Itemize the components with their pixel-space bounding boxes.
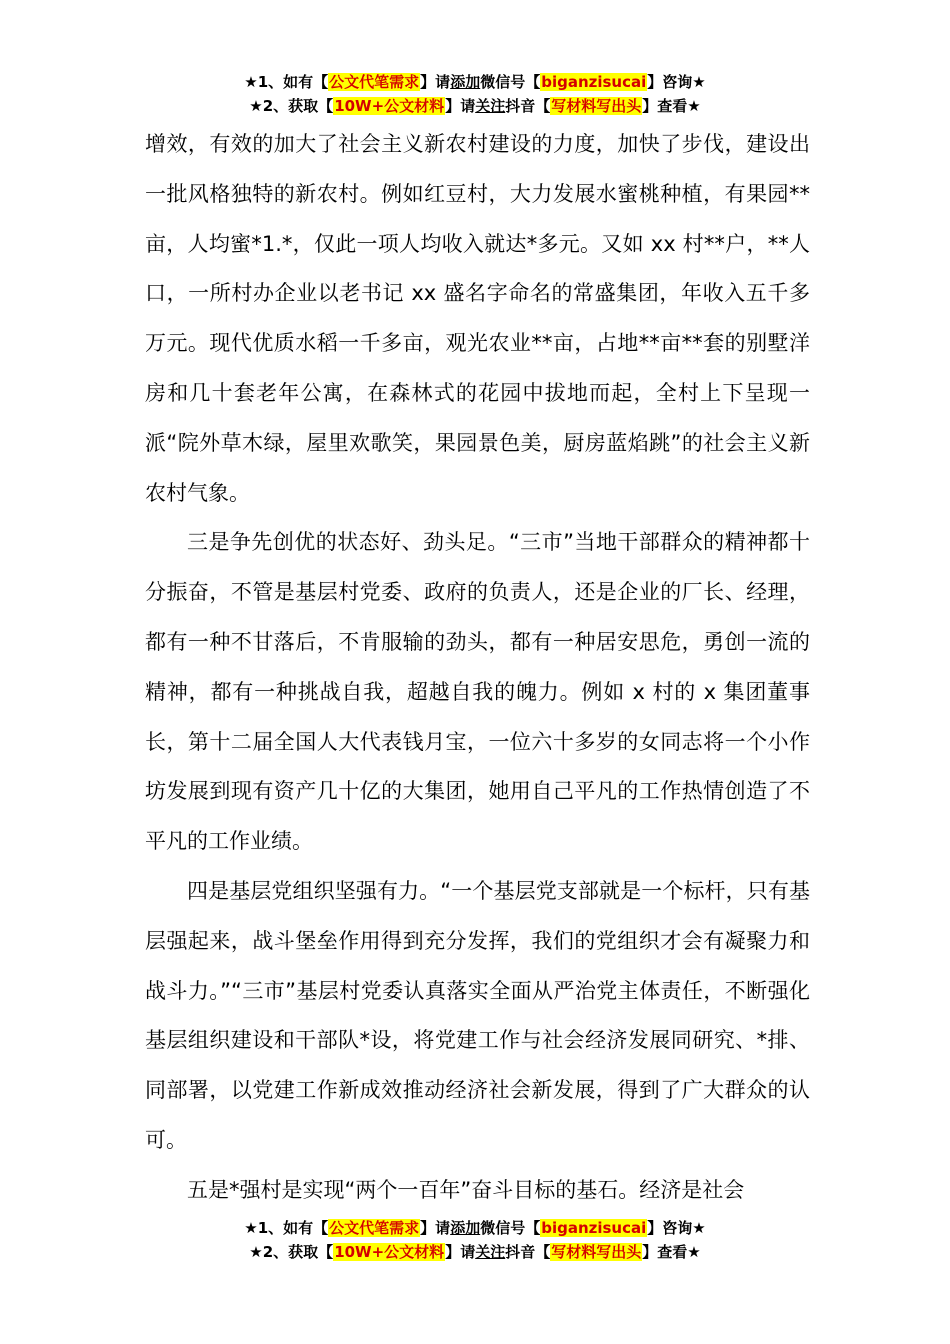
highlight-text: 10W+公文材料 bbox=[334, 97, 445, 115]
document-body bbox=[145, 120, 810, 1216]
footer-banner bbox=[0, 1216, 950, 1264]
douyin-account: 写材料写出头 bbox=[551, 1243, 642, 1261]
banner-line-2: ★2、获取【10W+公文材料】请关注抖音【写材料写出头】查看★ bbox=[249, 1243, 701, 1261]
paragraph: 四是基层党组织坚强有力。“一个基层党支部就是一个标杆，只有基层强起来，战斗堡垒作用得到充分发挥，我们的党组织才会有凝聚力和战斗力。”“三市”基层村党委认真落实全面从严治党主体责任，不断强化基层组织建设和干部队*设，将党建工作与社会经济发展同研究、*排、同部署，以党建工作新成效推动经济社会新发展，得到了广大群众的认可。 bbox=[145, 878, 810, 1152]
paragraph: 增效，有效的加大了社会主义新农村建设的力度，加快了步伐，建设出一批风格独特的新农村。例如红豆村，大力发展水蜜桃种植，有果园**亩，人均蜜*1.*，仅此一项人均收入就达*多元。又如 xx 村**户，**人口，一所村办企业以老书记 xx 盛名字命名的常盛集团，年收入五千多万元。现代优质水稻一千多亩，观光农业**亩，占地**亩**套的别墅洋房和几十套老年公寓，在森林式的花园中拔地而起，全村上下呈现一派“院外草木绿，屋里欢歌笑，果园景色美，厨房蓝焰跳”的社会主义新农村气象。 bbox=[145, 132, 810, 505]
highlight-text: 公文代笔需求 bbox=[329, 73, 420, 91]
douyin-account: 写材料写出头 bbox=[551, 97, 642, 115]
paragraph: 五是*强村是实现“两个一百年”奋斗目标的基石。经济是社会 bbox=[187, 1177, 745, 1202]
banner-line-1: ★1、如有【公文代笔需求】请添加微信号【biganzisucai】咨询★ bbox=[244, 1219, 706, 1237]
highlight-text: 10W+公文材料 bbox=[334, 1243, 445, 1261]
highlight-text: 公文代笔需求 bbox=[329, 1219, 420, 1237]
header-banner bbox=[0, 70, 950, 118]
paragraph: 三是争先创优的状态好、劲头足。“三市”当地干部群众的精神都十分振奋，不管是基层村党委、政府的负责人，还是企业的厂长、经理，都有一种不甘落后，不肯服输的劲头，都有一种居安思危，勇创一流的精神，都有一种挑战自我，超越自我的魄力。例如 x 村的 x 集团董事长，第十二届全国人大代表钱月宝，一位六十多岁的女同志将一个小作坊发展到现有资产几十亿的大集团，她用自己平凡的工作热情创造了不平凡的工作业绩。 bbox=[145, 530, 810, 854]
banner-line-2: ★2、获取【10W+公文材料】请关注抖音【写材料写出头】查看★ bbox=[249, 97, 701, 115]
banner-line-1: ★1、如有【公文代笔需求】请添加微信号【biganzisucai】咨询★ bbox=[244, 73, 706, 91]
wechat-id: biganzisucai bbox=[541, 73, 647, 91]
wechat-id: biganzisucai bbox=[541, 1219, 647, 1237]
